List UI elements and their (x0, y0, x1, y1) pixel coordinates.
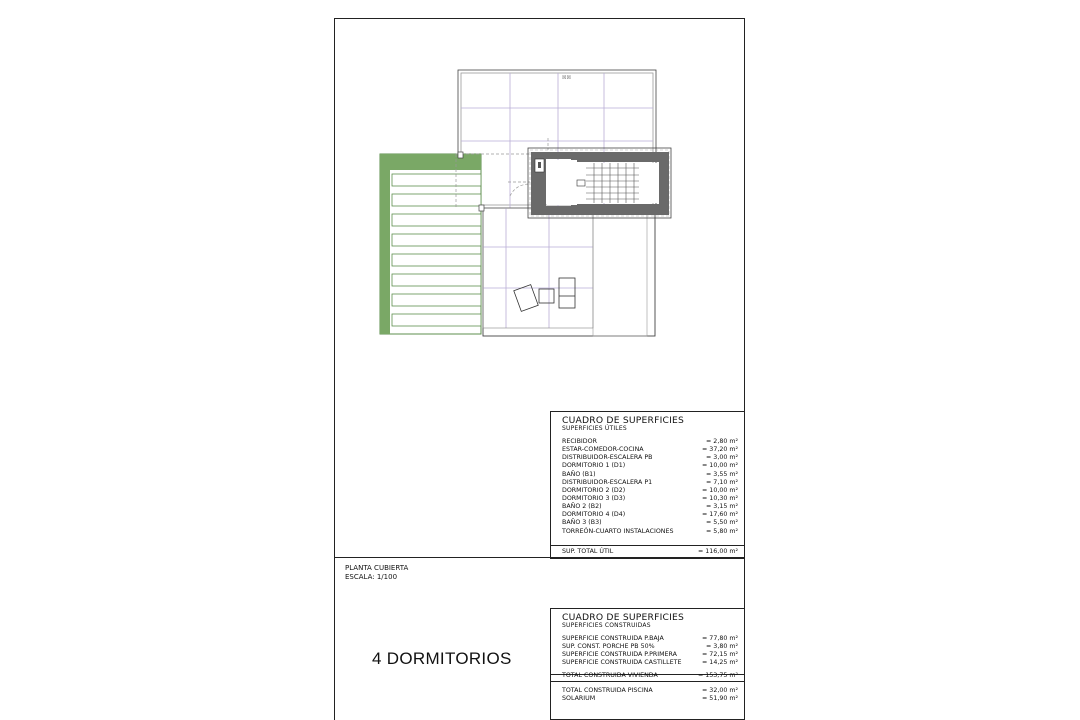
table-row (551, 659, 745, 667)
table-row (551, 687, 745, 695)
plan-name: PLANTA CUBIERTA (345, 564, 409, 572)
row-value: = 7,10 m² (706, 478, 738, 486)
row-value: = 77,80 m² (702, 635, 738, 642)
table-row (551, 454, 745, 462)
total-row (551, 672, 745, 680)
row-value: = 72,15 m² (702, 651, 738, 659)
total-divider (551, 545, 745, 546)
svg-text:☒☒: ☒☒ (562, 75, 571, 81)
table-subtitle: SUPERFICIES CONSTRUIDAS (562, 622, 651, 629)
table-row (551, 528, 745, 536)
surface-table-construidas (550, 608, 745, 720)
total-divider-bottom (551, 681, 745, 682)
row-value: = 32,00 m² (702, 687, 738, 694)
row-label: SOLARIUM (562, 695, 596, 703)
row-label: SUPERFICIE CONSTRUIDA P.BAJA (562, 635, 664, 642)
table-row (551, 651, 745, 659)
row-label: DORMITORIO 2 (D2) (562, 486, 626, 494)
total-label: TOTAL CONSTRUIDA VIVIENDA (562, 672, 658, 679)
row-value: = 3,15 m² (706, 503, 738, 511)
roof-plan-drawing (334, 18, 745, 418)
row-value: = 10,00 m² (702, 462, 738, 470)
row-value: = 37,20 m² (702, 446, 738, 454)
table-row (551, 503, 745, 511)
row-value: = 10,30 m² (702, 494, 738, 502)
row-label: SUP. CONST. PORCHE PB 50% (562, 643, 655, 651)
table-row (551, 471, 745, 479)
table-row (551, 519, 745, 527)
row-label: ESTAR-COMEDOR-COCINA (562, 446, 644, 454)
table-row (551, 479, 745, 487)
row-value: = 17,60 m² (702, 511, 738, 519)
table-row (551, 446, 745, 454)
row-value: = 51,90 m² (702, 695, 738, 703)
table-row (551, 438, 745, 446)
row-value: = 14,25 m² (702, 659, 738, 667)
row-label: SUPERFICIE CONSTRUIDA CASTILLETE (562, 659, 682, 667)
table-row (551, 635, 745, 643)
total-value: = 153,75 m² (698, 672, 738, 679)
row-value: = 5,50 m² (706, 519, 738, 527)
row-value: = 2,80 m² (706, 438, 738, 445)
pergola-area (380, 154, 481, 334)
stair-tower (528, 148, 671, 218)
total-value: = 116,00 m² (698, 548, 738, 555)
table-title: CUADRO DE SUPERFICIES (562, 415, 685, 426)
row-value: = 3,55 m² (706, 470, 738, 478)
row-label: BAÑO 2 (B2) (562, 503, 602, 511)
row-label: TORREÓN-CUARTO INSTALACIONES (562, 527, 674, 535)
row-label: DISTRIBUIDOR-ESCALERA PB (562, 454, 653, 462)
table-row (551, 487, 745, 495)
row-label: DORMITORIO 1 (D1) (562, 462, 626, 470)
row-label: DORMITORIO 4 (D4) (562, 511, 626, 519)
table-row (551, 695, 745, 703)
plan-label (345, 564, 408, 582)
plan-scale: ESCALA: 1/100 (345, 573, 398, 581)
table-row (551, 495, 745, 503)
table-subtitle: SUPERFICIES ÚTILES (562, 425, 627, 432)
row-value: = 3,80 m² (706, 643, 738, 651)
table-row (551, 643, 745, 651)
surface-table-utiles (550, 411, 745, 559)
row-value: = 10,00 m² (702, 486, 738, 494)
lower-terrace (483, 208, 655, 336)
row-label: BAÑO (B1) (562, 470, 596, 478)
row-label: BAÑO 3 (B3) (562, 519, 602, 527)
row-label: DORMITORIO 3 (D3) (562, 494, 626, 502)
row-label: TOTAL CONSTRUIDA PISCINA (562, 687, 653, 694)
total-label: SUP. TOTAL ÚTIL (562, 548, 614, 555)
table-title: CUADRO DE SUPERFICIES (562, 612, 685, 623)
row-value: = 3,00 m² (706, 454, 738, 462)
row-value: = 5,80 m² (706, 527, 738, 535)
total-row (551, 548, 745, 556)
table-row (551, 462, 745, 470)
dormitorios-heading: 4 DORMITORIOS (372, 649, 512, 668)
row-label: DISTRIBUIDOR-ESCALERA P1 (562, 478, 653, 486)
row-label: SUPERFICIE CONSTRUIDA P.PRIMERA (562, 651, 677, 659)
row-label: RECIBIDOR (562, 438, 597, 445)
